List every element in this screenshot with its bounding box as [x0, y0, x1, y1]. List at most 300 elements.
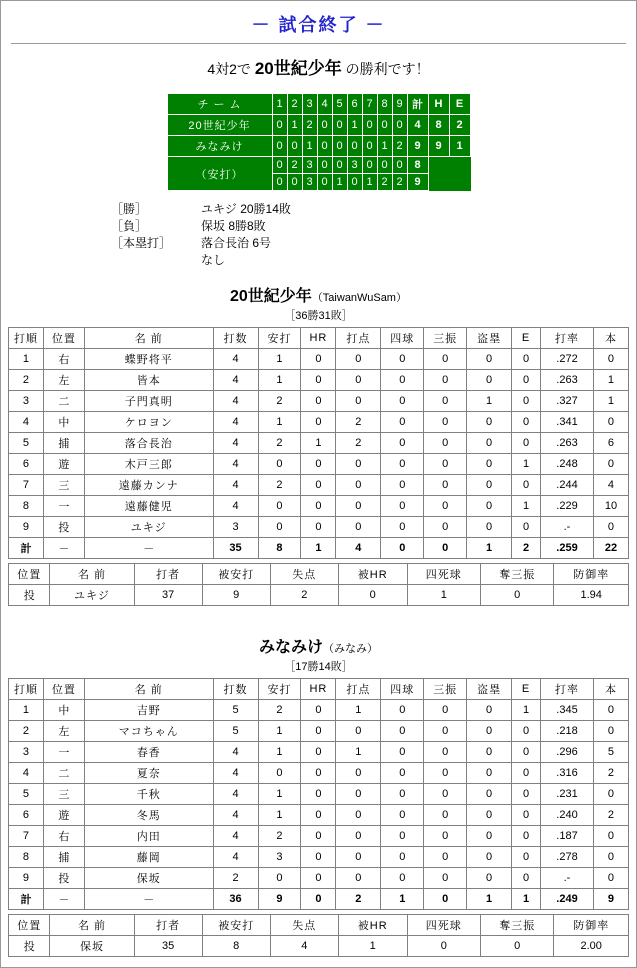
linescore-hits: 9 — [428, 136, 449, 157]
batting-cell-so: 0 — [424, 496, 467, 517]
note-label: ［本塁打］ — [111, 236, 172, 250]
batting-cell-bb: 0 — [381, 433, 424, 454]
batting-cell-hrt: 0 — [593, 454, 628, 475]
table-row — [9, 700, 629, 721]
linescore-inning-hits: 3 — [347, 157, 362, 174]
table-row — [9, 847, 629, 868]
team-name: 20世紀少年 — [230, 288, 312, 305]
batting-cell-hr: 0 — [301, 721, 336, 742]
batting-total-h: 8 — [258, 538, 301, 559]
batting-cell-avg: .327 — [541, 391, 594, 412]
batting-cell-so: 0 — [424, 433, 467, 454]
batting-cell-so: 0 — [424, 370, 467, 391]
batting-total-hrt: 22 — [593, 538, 628, 559]
pitching-header-cell: 打者 — [134, 915, 202, 936]
batting-cell-sb: 0 — [467, 805, 512, 826]
batting-cell-rbi: 0 — [336, 391, 381, 412]
table-row — [9, 826, 629, 847]
batting-cell-order: 3 — [9, 391, 44, 412]
batting-cell-bb: 0 — [381, 370, 424, 391]
batting-header-cell: 四球 — [381, 679, 424, 700]
game-notes — [111, 201, 636, 269]
batting-cell-hrt: 0 — [593, 721, 628, 742]
linescore-hits-row — [167, 157, 470, 174]
batting-cell-rbi: 0 — [336, 370, 381, 391]
batting-cell-sb: 0 — [467, 742, 512, 763]
batting-header-cell: 三振 — [424, 328, 467, 349]
linescore-inning-score: 0 — [317, 136, 332, 157]
batting-cell-name: 保坂 — [84, 868, 213, 889]
batting-cell-order: 5 — [9, 433, 44, 454]
batting-cell-so: 0 — [424, 412, 467, 433]
batting-cell-bb: 0 — [381, 496, 424, 517]
batting-cell-e: 0 — [512, 742, 541, 763]
pitching-cell-hra: 0 — [338, 585, 407, 606]
batting-total-ab: 35 — [213, 538, 258, 559]
batting-total-sb: 1 — [467, 889, 512, 910]
batting-cell-hrt: 0 — [593, 517, 628, 538]
pitching-header-cell: 四死球 — [407, 564, 480, 585]
linescore-inning-hits: 0 — [392, 157, 407, 174]
table-row — [9, 805, 629, 826]
pitching-header-cell: 四死球 — [407, 915, 480, 936]
batting-cell-h: 2 — [258, 391, 301, 412]
batting-total-bb: 0 — [381, 538, 424, 559]
table-header-row — [9, 328, 629, 349]
batting-cell-rbi: 1 — [336, 742, 381, 763]
batting-cell-so: 0 — [424, 391, 467, 412]
batting-cell-so: 0 — [424, 454, 467, 475]
pitching-table-team2 — [8, 914, 629, 957]
batting-cell-name: 内田 — [84, 826, 213, 847]
batting-cell-ab: 3 — [213, 517, 258, 538]
batting-cell-hr: 0 — [301, 742, 336, 763]
batting-cell-bb: 0 — [381, 784, 424, 805]
batting-header-cell: 四球 — [381, 328, 424, 349]
table-row — [9, 433, 629, 454]
batting-cell-rbi: 2 — [336, 433, 381, 454]
linescore-blank — [449, 157, 470, 174]
table-row-total — [9, 538, 629, 559]
batting-cell-order: 7 — [9, 826, 44, 847]
batting-cell-ab: 4 — [213, 475, 258, 496]
linescore-team-name: みなみけ — [167, 136, 272, 157]
batting-cell-pos: 一 — [43, 742, 84, 763]
team-record: ［17勝14敗］ — [284, 661, 353, 673]
batting-cell-e: 0 — [512, 784, 541, 805]
pitching-header-cell: 防御率 — [554, 915, 629, 936]
linescore-inning-header: 5 — [332, 94, 347, 115]
batting-cell-sb: 0 — [467, 784, 512, 805]
pitching-cell-so: 0 — [481, 936, 554, 957]
pitching-header-cell: 防御率 — [554, 564, 629, 585]
batting-total-rbi: 4 — [336, 538, 381, 559]
batting-cell-sb: 0 — [467, 826, 512, 847]
batting-header-cell: 安打 — [258, 679, 301, 700]
batting-cell-hr: 1 — [301, 433, 336, 454]
batting-cell-sb: 0 — [467, 412, 512, 433]
batting-total-avg: .259 — [541, 538, 594, 559]
batting-cell-e: 0 — [512, 805, 541, 826]
batting-cell-order: 2 — [9, 370, 44, 391]
batting-cell-so: 0 — [424, 763, 467, 784]
batting-cell-hr: 0 — [301, 391, 336, 412]
batting-cell-hrt: 6 — [593, 433, 628, 454]
pitching-table-team1 — [8, 563, 629, 606]
batting-header-cell: 打数 — [213, 679, 258, 700]
linescore-inning-header: 3 — [302, 94, 317, 115]
batting-cell-pos: 中 — [43, 700, 84, 721]
table-row — [9, 784, 629, 805]
winning-team: 20世紀少年 — [254, 59, 342, 78]
batting-cell-rbi: 0 — [336, 763, 381, 784]
table-row — [9, 475, 629, 496]
batting-total-pos: － — [43, 538, 84, 559]
team-heading — [1, 283, 636, 306]
linescore-hits-total: 9 — [407, 174, 428, 191]
batting-total-ab: 36 — [213, 889, 258, 910]
batting-total-order: 計 — [9, 889, 44, 910]
batting-cell-ab: 4 — [213, 826, 258, 847]
linescore-inning-score: 0 — [332, 115, 347, 136]
pitching-cell-hra: 1 — [338, 936, 407, 957]
batting-total-hrt: 9 — [593, 889, 628, 910]
batting-header-cell: 打数 — [213, 328, 258, 349]
batting-header-cell: 位置 — [43, 679, 84, 700]
table-row — [9, 454, 629, 475]
batting-cell-hr: 0 — [301, 475, 336, 496]
linescore-inning-hits: 0 — [317, 174, 332, 191]
batting-cell-sb: 1 — [467, 391, 512, 412]
batting-header-cell: 安打 — [258, 328, 301, 349]
batting-cell-bb: 0 — [381, 721, 424, 742]
batting-header-cell: E — [512, 328, 541, 349]
pitching-header-cell: 奪三振 — [481, 564, 554, 585]
batting-cell-order: 5 — [9, 784, 44, 805]
linescore-col-team: チ ー ム — [167, 94, 272, 115]
batting-total-so: 0 — [424, 889, 467, 910]
batting-cell-h: 1 — [258, 742, 301, 763]
batting-cell-sb: 0 — [467, 517, 512, 538]
batting-cell-h: 0 — [258, 454, 301, 475]
batting-total-so: 0 — [424, 538, 467, 559]
batting-cell-hr: 0 — [301, 847, 336, 868]
linescore-inning-hits: 1 — [362, 174, 377, 191]
note-label: ［負］ — [111, 219, 148, 233]
batting-cell-bb: 0 — [381, 805, 424, 826]
batting-cell-so: 0 — [424, 847, 467, 868]
batting-cell-avg: .240 — [541, 805, 594, 826]
batting-cell-sb: 0 — [467, 847, 512, 868]
batting-cell-bb: 0 — [381, 454, 424, 475]
note-value: ユキジ 20勝14敗 — [201, 202, 291, 216]
batting-cell-e: 0 — [512, 412, 541, 433]
batting-cell-order: 9 — [9, 868, 44, 889]
note-value: なし — [201, 253, 226, 267]
pitching-cell-ha: 8 — [202, 936, 270, 957]
pitching-cell-name: ユキジ — [50, 585, 134, 606]
batting-total-hr: 0 — [301, 889, 336, 910]
title-divider — [11, 43, 626, 44]
linescore-row — [167, 115, 470, 136]
batting-cell-ab: 4 — [213, 742, 258, 763]
team-record: ［36勝31敗］ — [284, 310, 353, 322]
batting-cell-hr: 0 — [301, 349, 336, 370]
linescore-runs: 4 — [407, 115, 428, 136]
batting-cell-name: 冬馬 — [84, 805, 213, 826]
batting-cell-bb: 0 — [381, 517, 424, 538]
table-header-row — [9, 679, 629, 700]
note-row — [111, 218, 636, 235]
batting-cell-h: 1 — [258, 370, 301, 391]
batting-cell-ab: 2 — [213, 868, 258, 889]
pitching-header-cell: 失点 — [270, 564, 338, 585]
batting-total-rbi: 2 — [336, 889, 381, 910]
batting-total-e: 2 — [512, 538, 541, 559]
table-row — [9, 370, 629, 391]
batting-cell-so: 0 — [424, 742, 467, 763]
table-header-row — [9, 915, 629, 936]
note-value: 落合長治 6号 — [201, 236, 272, 250]
batting-total-name: － — [84, 889, 213, 910]
batting-cell-sb: 0 — [467, 700, 512, 721]
batting-cell-name: マコちゃん — [84, 721, 213, 742]
linescore-inning-header: 4 — [317, 94, 332, 115]
batting-cell-ab: 4 — [213, 391, 258, 412]
linescore-container — [1, 93, 636, 191]
batting-cell-rbi: 0 — [336, 847, 381, 868]
batting-cell-avg: .272 — [541, 349, 594, 370]
batting-cell-e: 0 — [512, 847, 541, 868]
note-row — [111, 201, 636, 218]
page-title: － 試合終了 － — [251, 15, 386, 35]
pitching-header-cell: 被HR — [338, 915, 407, 936]
batting-cell-name: 皆本 — [84, 370, 213, 391]
batting-cell-order: 3 — [9, 742, 44, 763]
linescore-runs: 9 — [407, 136, 428, 157]
batting-cell-bb: 0 — [381, 847, 424, 868]
team-heading — [1, 634, 636, 657]
batting-header-cell: HR — [301, 679, 336, 700]
linescore-inning-score: 0 — [332, 136, 347, 157]
batting-cell-name: 春香 — [84, 742, 213, 763]
batting-cell-hrt: 0 — [593, 826, 628, 847]
batting-cell-pos: 遊 — [43, 454, 84, 475]
batting-total-pos: － — [43, 889, 84, 910]
linescore-inning-hits: 0 — [272, 174, 287, 191]
batting-cell-so: 0 — [424, 349, 467, 370]
batting-cell-avg: .296 — [541, 742, 594, 763]
batting-cell-avg: .187 — [541, 826, 594, 847]
batting-cell-ab: 4 — [213, 433, 258, 454]
batting-cell-h: 2 — [258, 433, 301, 454]
batting-cell-h: 1 — [258, 349, 301, 370]
linescore-inning-score: 0 — [362, 115, 377, 136]
linescore-inning-header: 6 — [347, 94, 362, 115]
batting-cell-ab: 4 — [213, 349, 258, 370]
batting-cell-so: 0 — [424, 805, 467, 826]
batting-cell-hrt: 0 — [593, 349, 628, 370]
batting-cell-order: 1 — [9, 700, 44, 721]
batting-cell-hrt: 1 — [593, 391, 628, 412]
pitching-cell-ha: 9 — [202, 585, 270, 606]
batting-cell-avg: .263 — [541, 370, 594, 391]
batting-cell-h: 0 — [258, 517, 301, 538]
batting-cell-rbi: 0 — [336, 475, 381, 496]
batting-cell-avg: .263 — [541, 433, 594, 454]
linescore-inning-header: 1 — [272, 94, 287, 115]
batting-header-cell: E — [512, 679, 541, 700]
batting-cell-hr: 0 — [301, 454, 336, 475]
batting-total-bb: 1 — [381, 889, 424, 910]
linescore-inning-score: 1 — [377, 136, 392, 157]
batting-cell-ab: 5 — [213, 721, 258, 742]
linescore-inning-score: 2 — [392, 136, 407, 157]
batting-header-cell: 名 前 — [84, 679, 213, 700]
pitching-cell-bf: 35 — [134, 936, 202, 957]
batting-cell-sb: 0 — [467, 433, 512, 454]
batting-cell-name: 蝶野将平 — [84, 349, 213, 370]
linescore-inning-hits: 3 — [302, 174, 317, 191]
pitching-header-cell: 位置 — [9, 915, 50, 936]
linescore-inning-score: 0 — [347, 136, 362, 157]
batting-cell-hrt: 10 — [593, 496, 628, 517]
batting-cell-avg: .- — [541, 517, 594, 538]
linescore-inning-header: 2 — [287, 94, 302, 115]
batting-cell-order: 1 — [9, 349, 44, 370]
table-row — [9, 496, 629, 517]
batting-total-h: 9 — [258, 889, 301, 910]
linescore-inning-score: 0 — [392, 115, 407, 136]
table-row — [9, 391, 629, 412]
table-row — [9, 585, 629, 606]
batting-cell-so: 0 — [424, 721, 467, 742]
pitching-header-cell: 名 前 — [50, 564, 134, 585]
batting-total-e: 1 — [512, 889, 541, 910]
linescore-hits-label: （安打） — [167, 157, 272, 191]
batting-cell-bb: 0 — [381, 742, 424, 763]
batting-cell-e: 0 — [512, 370, 541, 391]
linescore-blank — [428, 174, 449, 191]
linescore-hits-total: 8 — [407, 157, 428, 174]
batting-cell-hrt: 2 — [593, 805, 628, 826]
linescore-inning-hits: 0 — [377, 157, 392, 174]
batting-cell-name: 夏奈 — [84, 763, 213, 784]
batting-cell-hr: 0 — [301, 517, 336, 538]
batting-cell-hrt: 4 — [593, 475, 628, 496]
batting-total-order: 計 — [9, 538, 44, 559]
linescore-blank — [428, 157, 449, 174]
batting-cell-hrt: 2 — [593, 763, 628, 784]
batting-cell-pos: 三 — [43, 784, 84, 805]
batting-cell-hrt: 0 — [593, 700, 628, 721]
pitching-cell-r: 4 — [270, 936, 338, 957]
batting-cell-name: 遠藤健児 — [84, 496, 213, 517]
batting-cell-name: ケロヨン — [84, 412, 213, 433]
batting-header-cell: 打率 — [541, 328, 594, 349]
batting-cell-so: 0 — [424, 826, 467, 847]
note-value: 保坂 8勝8敗 — [201, 219, 266, 233]
batting-cell-e: 0 — [512, 868, 541, 889]
batting-table-team1 — [8, 327, 629, 559]
linescore-inning-hits: 2 — [287, 157, 302, 174]
batting-cell-sb: 0 — [467, 496, 512, 517]
batting-cell-bb: 0 — [381, 868, 424, 889]
pitching-header-cell: 被HR — [338, 564, 407, 585]
batting-cell-e: 0 — [512, 391, 541, 412]
batting-header-cell: 盗塁 — [467, 328, 512, 349]
batting-cell-avg: .278 — [541, 847, 594, 868]
batting-table-team2 — [8, 678, 629, 910]
batting-cell-e: 0 — [512, 433, 541, 454]
batting-cell-h: 1 — [258, 412, 301, 433]
linescore-inning-hits: 0 — [332, 157, 347, 174]
batting-cell-ab: 4 — [213, 763, 258, 784]
linescore-inning-hits: 0 — [347, 174, 362, 191]
batting-cell-ab: 5 — [213, 700, 258, 721]
table-row — [9, 868, 629, 889]
team-name-sub: （TaiwanWuSam） — [311, 292, 407, 304]
batting-cell-h: 2 — [258, 475, 301, 496]
batting-cell-bb: 0 — [381, 763, 424, 784]
linescore-inning-score: 0 — [272, 136, 287, 157]
pitching-header-cell: 位置 — [9, 564, 50, 585]
batting-cell-name: 藤岡 — [84, 847, 213, 868]
batting-cell-so: 0 — [424, 868, 467, 889]
batting-cell-order: 4 — [9, 412, 44, 433]
batting-header-cell: 本 — [593, 679, 628, 700]
batting-cell-hr: 0 — [301, 763, 336, 784]
batting-cell-hr: 0 — [301, 370, 336, 391]
batting-cell-avg: .316 — [541, 763, 594, 784]
batting-cell-e: 0 — [512, 721, 541, 742]
batting-cell-e: 1 — [512, 496, 541, 517]
batting-cell-h: 3 — [258, 847, 301, 868]
linescore-inning-score: 0 — [362, 136, 377, 157]
linescore-inning-score: 0 — [377, 115, 392, 136]
batting-cell-avg: .218 — [541, 721, 594, 742]
table-row — [9, 412, 629, 433]
batting-cell-sb: 0 — [467, 370, 512, 391]
batting-header-cell: 打順 — [9, 328, 44, 349]
batting-cell-sb: 0 — [467, 349, 512, 370]
batting-cell-ab: 4 — [213, 847, 258, 868]
linescore-inning-hits: 0 — [287, 174, 302, 191]
batting-cell-bb: 0 — [381, 826, 424, 847]
batting-cell-hr: 0 — [301, 496, 336, 517]
batting-cell-name: 木戸三郎 — [84, 454, 213, 475]
batting-cell-rbi: 0 — [336, 805, 381, 826]
batting-cell-hr: 0 — [301, 868, 336, 889]
linescore-inning-score: 1 — [287, 115, 302, 136]
batting-cell-name: 千秋 — [84, 784, 213, 805]
linescore-inning-header: 7 — [362, 94, 377, 115]
batting-cell-h: 1 — [258, 784, 301, 805]
table-row — [9, 517, 629, 538]
linescore-inning-hits: 0 — [317, 157, 332, 174]
batting-cell-avg: .- — [541, 868, 594, 889]
batting-cell-ab: 4 — [213, 370, 258, 391]
table-row — [9, 936, 629, 957]
batting-total-name: － — [84, 538, 213, 559]
table-row — [9, 349, 629, 370]
linescore-errors: 2 — [449, 115, 470, 136]
batting-cell-hr: 0 — [301, 826, 336, 847]
batting-header-cell: 名 前 — [84, 328, 213, 349]
batting-cell-bb: 0 — [381, 475, 424, 496]
table-header-row — [9, 564, 629, 585]
batting-cell-avg: .229 — [541, 496, 594, 517]
